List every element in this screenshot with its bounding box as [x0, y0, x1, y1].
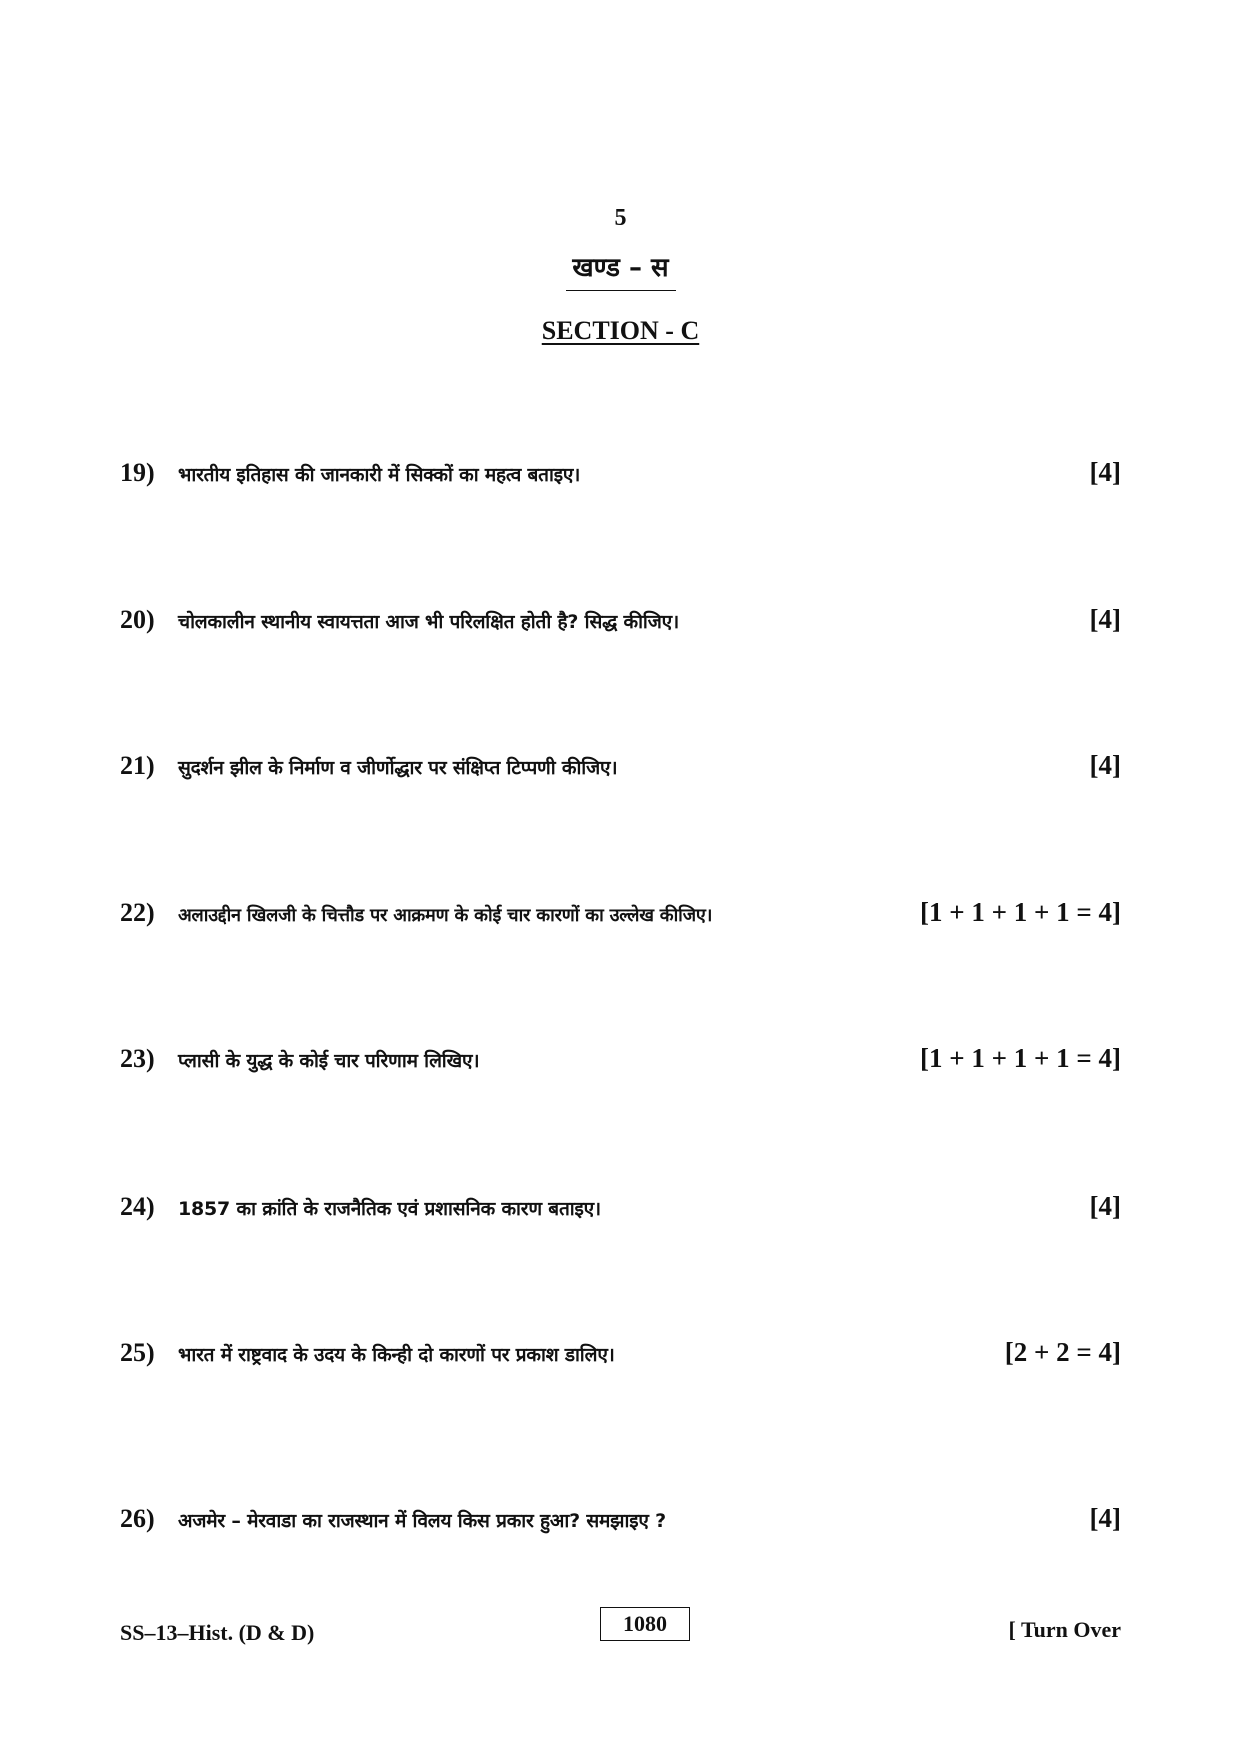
question-marks: [1 + 1 + 1 + 1 = 4] [919, 1043, 1121, 1073]
question-number: 23) [120, 1044, 155, 1073]
section-heading-english: SECTION - C [541, 316, 700, 345]
turn-over-label: [ Turn Over [1008, 1617, 1121, 1642]
question-marks: [4] [1089, 457, 1121, 487]
paper-number-box: 1080 [600, 1607, 690, 1641]
question-26 [120, 1503, 1121, 1543]
question-marks: [4] [1089, 604, 1121, 634]
question-text: प्लासी के युद्ध के कोई चार परिणाम लिखिए। [178, 1050, 480, 1072]
question-text: अजमेर – मेरवाडा का राजस्थान में विलय किस प्रकार हुआ? समझाइए ? [178, 1510, 666, 1532]
question-23 [120, 1043, 1121, 1083]
question-22 [120, 897, 1121, 937]
question-marks: [2 + 2 = 4] [1004, 1337, 1121, 1367]
question-marks: [4] [1089, 1503, 1121, 1533]
question-text: 1857 का क्रांति के राजनैतिक एवं प्रशासनिक कारण बताइए। [178, 1198, 601, 1220]
question-20 [120, 604, 1121, 644]
question-25 [120, 1337, 1121, 1377]
question-marks: [1 + 1 + 1 + 1 = 4] [919, 897, 1121, 927]
paper-code: SS–13–Hist. (D & D) [120, 1620, 315, 1645]
question-marks: [4] [1089, 750, 1121, 780]
question-text: चोलकालीन स्थानीय स्वायत्तता आज भी परिलक्षित होती है? सिद्ध कीजिए। [178, 611, 679, 633]
question-text: भारत में राष्ट्रवाद के उदय के किन्ही दो कारणों पर प्रकाश डालिए। [178, 1344, 615, 1366]
question-19 [120, 457, 1121, 497]
question-number: 21) [120, 751, 155, 780]
heading-underline [566, 290, 676, 291]
question-21 [120, 750, 1121, 790]
question-number: 25) [120, 1338, 155, 1367]
question-marks: [4] [1089, 1191, 1121, 1221]
question-text: अलाउद्दीन खिलजी के चित्तौड पर आक्रमण के कोई चार कारणों का उल्लेख कीजिए। [178, 905, 713, 926]
question-24 [120, 1191, 1121, 1231]
question-number: 26) [120, 1504, 155, 1533]
question-number: 22) [120, 898, 155, 927]
question-number: 20) [120, 605, 155, 634]
question-number: 24) [120, 1192, 155, 1221]
question-text: सुदर्शन झील के निर्माण व जीर्णोद्धार पर संक्षिप्त टिप्पणी कीजिए। [178, 757, 618, 779]
page-number: 5 [614, 205, 627, 231]
section-heading-hindi: खण्ड – स [572, 253, 669, 283]
question-text: भारतीय इतिहास की जानकारी में सिक्कों का महत्व बताइए। [178, 464, 581, 486]
question-number: 19) [120, 458, 155, 487]
